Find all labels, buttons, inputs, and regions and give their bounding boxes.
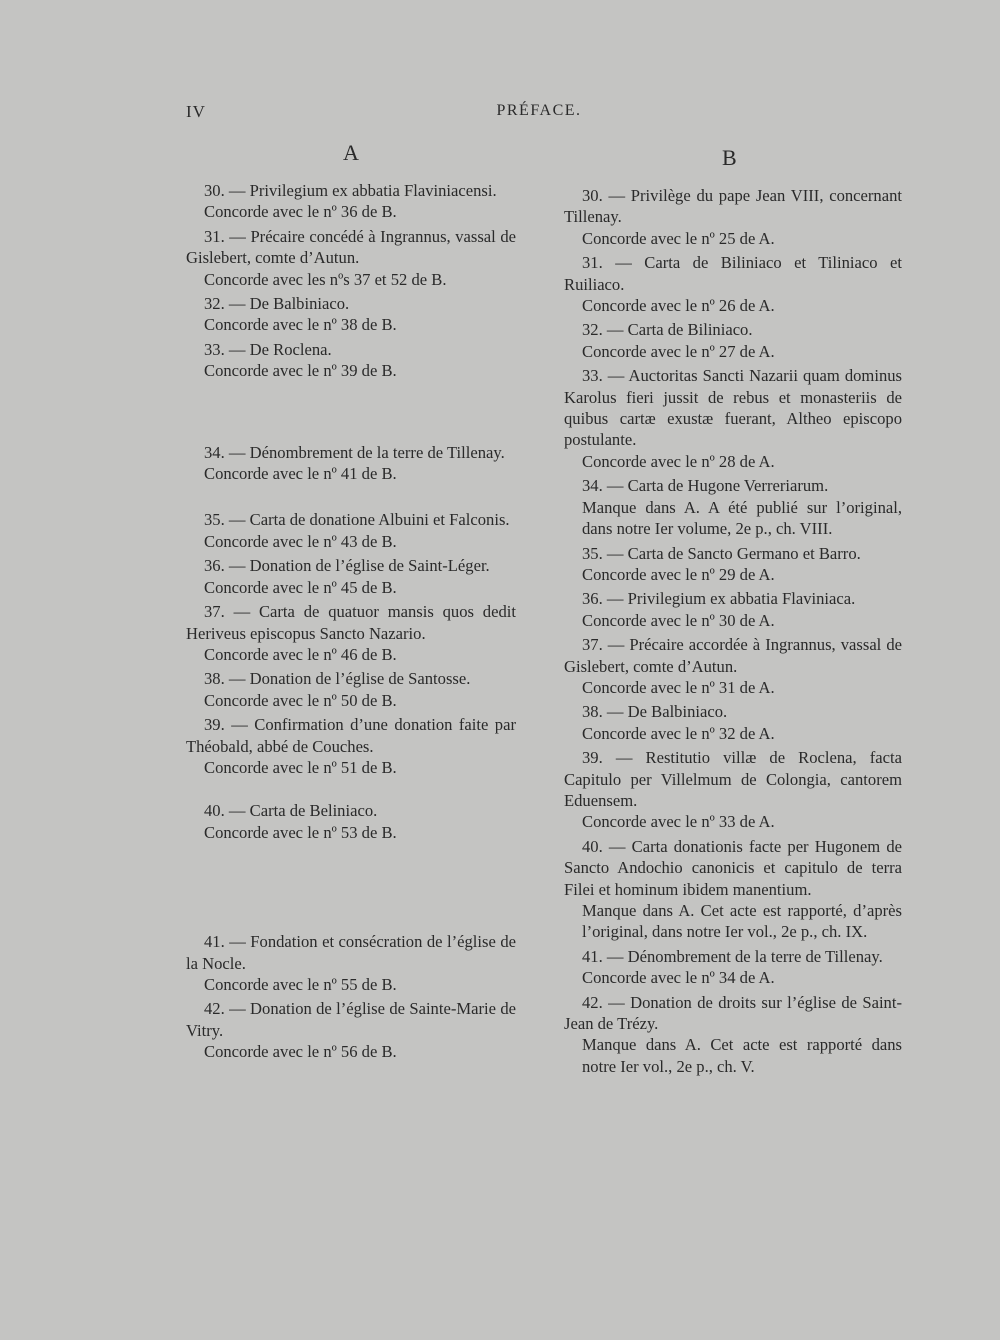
column-a (186, 180, 516, 1066)
entry-concordance: Concorde avec le nº 26 de A. (582, 296, 775, 316)
entry-concordance: Concorde avec le nº 27 de A. (582, 341, 775, 361)
entry-concordance: Concorde avec le nº 53 de B. (204, 822, 397, 842)
entry-b-1 (564, 252, 902, 316)
entry-concordance: Concorde avec le nº 55 de B. (204, 974, 397, 994)
entry-b-8 (564, 701, 902, 744)
entry-concordance: Concorde avec le nº 30 de A. (582, 610, 775, 630)
page-number: IV (186, 102, 206, 121)
running-title: PRÉFACE. (496, 102, 582, 119)
entry-b-4 (564, 475, 902, 539)
entry-b-0 (564, 185, 902, 249)
entry-concordance: Concorde avec le nº 56 de B. (204, 1042, 397, 1062)
entry-title: 31. — Carta de Biliniaco et Tiliniaco et Ruiliaco. (564, 253, 902, 294)
entry-concordance: Manque dans A. Cet acte est rapporté, d’après l’original, dans notre Ier vol., 2e p., ch. IX. (582, 901, 902, 942)
entry-a-0 (186, 180, 516, 223)
entry-title: 39. — Restitutio villæ de Roclena, facta Capitulo per Villelmum de Colongia, cantorem Eduensem. (564, 748, 902, 810)
entry-a-9 (186, 714, 516, 778)
entry-title: 41. — Dénombrement de la terre de Tillenay. (582, 946, 883, 966)
entry-concordance: Concorde avec le nº 31 de A. (582, 677, 775, 697)
entry-b-11 (564, 946, 902, 989)
entry-concordance: Concorde avec le nº 41 de B. (204, 464, 397, 484)
entry-title: 37. — Carta de quatuor mansis quos dedit Heriveus episcopus Sancto Nazario. (186, 602, 516, 643)
entry-b-7 (564, 634, 902, 698)
entry-a-7 (186, 601, 516, 665)
entry-a-2 (186, 293, 516, 336)
entry-title: 36. — Privilegium ex abbatia Flaviniaca. (582, 589, 856, 609)
entry-a-3 (186, 339, 516, 382)
entry-b-2 (564, 319, 902, 362)
entry-concordance: Concorde avec le nº 32 de A. (582, 723, 775, 743)
entry-a-4 (186, 442, 516, 485)
entry-title: 42. — Donation de droits sur l’église de Saint-Jean de Trézy. (564, 992, 902, 1034)
entry-concordance: Concorde avec le nº 28 de A. (582, 451, 775, 471)
entry-concordance: Concorde avec les nºs 37 et 52 de B. (204, 269, 447, 289)
entry-title: 32. — Carta de Biliniaco. (582, 320, 753, 340)
entry-concordance: Concorde avec le nº 45 de B. (204, 577, 397, 597)
entry-b-12 (564, 992, 902, 1078)
entry-concordance: Concorde avec le nº 50 de B. (204, 690, 397, 710)
entry-title: 30. — Privilège du pape Jean VIII, concernant Tillenay. (564, 186, 902, 227)
entry-title: 42. — Donation de l’église de Sainte-Marie de Vitry. (186, 999, 516, 1040)
entry-a-11 (186, 931, 516, 995)
entry-title: 34. — Dénombrement de la terre de Tillenay. (204, 442, 505, 462)
entry-concordance: Concorde avec le nº 38 de B. (204, 315, 397, 335)
entry-title: 37. — Précaire accordée à Ingrannus, vassal de Gislebert, comte d’Autun. (564, 635, 902, 676)
column-b (564, 185, 902, 1080)
entry-a-8 (186, 668, 516, 711)
entry-concordance: Concorde avec le nº 39 de B. (204, 361, 397, 381)
entry-concordance: Manque dans A. Cet acte est rapporté dans notre Ier vol., 2e p., ch. V. (582, 1035, 902, 1076)
entry-a-5 (186, 509, 516, 552)
entry-b-5 (564, 543, 902, 586)
entry-title: 34. — Carta de Hugone Verreriarum. (582, 476, 829, 496)
entry-concordance: Concorde avec le nº 34 de A. (582, 968, 775, 988)
entry-a-6 (186, 555, 516, 598)
column-heading-b: B (722, 145, 737, 170)
entry-title: 36. — Donation de l’église de Saint-Léger. (204, 556, 490, 576)
entry-concordance: Manque dans A. A été publié sur l’original, dans notre Ier volume, 2e p., ch. VIII. (582, 497, 902, 539)
entry-title: 30. — Privilegium ex abbatia Flaviniacensi. (204, 181, 497, 200)
entry-concordance: Concorde avec le nº 29 de A. (582, 564, 775, 584)
page-header (0, 102, 1000, 126)
entry-a-1 (186, 226, 516, 290)
entry-b-9 (564, 747, 902, 833)
entry-concordance: Concorde avec le nº 43 de B. (204, 531, 397, 551)
entry-title: 35. — Carta de Sancto Germano et Barro. (582, 543, 861, 563)
entry-b-10 (564, 836, 902, 943)
entry-b-6 (564, 588, 902, 631)
entry-title: 39. — Confirmation d’une donation faite par Théobald, abbé de Couches. (186, 715, 516, 756)
entry-title: 38. — De Balbiniaco. (582, 702, 728, 722)
entry-title: 41. — Fondation et consécration de l’église de la Nocle. (186, 932, 516, 973)
entry-title: 38. — Donation de l’église de Santosse. (204, 669, 471, 689)
entry-concordance: Concorde avec le nº 25 de A. (582, 228, 775, 248)
entry-title: 40. — Carta de Beliniaco. (204, 801, 378, 821)
entry-title: 35. — Carta de donatione Albuini et Falconis. (204, 510, 510, 530)
entry-concordance: Concorde avec le nº 33 de A. (582, 812, 775, 832)
entry-title: 40. — Carta donationis facte per Hugonem de Sancto Andochio canonicis et capitulo de terra Filei et hominum ibidem manentium. (564, 836, 902, 899)
entry-title: 33. — Auctoritas Sancti Nazarii quam dominus Karolus fieri jussit de rebus et monasteriis de quibus cartæ exustæ fuerant, Altheo episcopo postulante. (564, 366, 902, 450)
entry-a-12 (186, 998, 516, 1062)
entry-title: 32. — De Balbiniaco. (204, 294, 350, 314)
entry-a-10 (186, 800, 516, 843)
entry-b-3 (564, 365, 902, 472)
entry-concordance: Concorde avec le nº 46 de B. (204, 644, 397, 664)
entry-title: 31. — Précaire concédé à Ingrannus, vassal de Gislebert, comte d’Autun. (186, 226, 516, 268)
entry-concordance: Concorde avec le nº 36 de B. (204, 202, 397, 222)
entry-title: 33. — De Roclena. (204, 339, 332, 359)
entry-concordance: Concorde avec le nº 51 de B. (204, 757, 397, 777)
column-heading-a: A (343, 140, 359, 165)
